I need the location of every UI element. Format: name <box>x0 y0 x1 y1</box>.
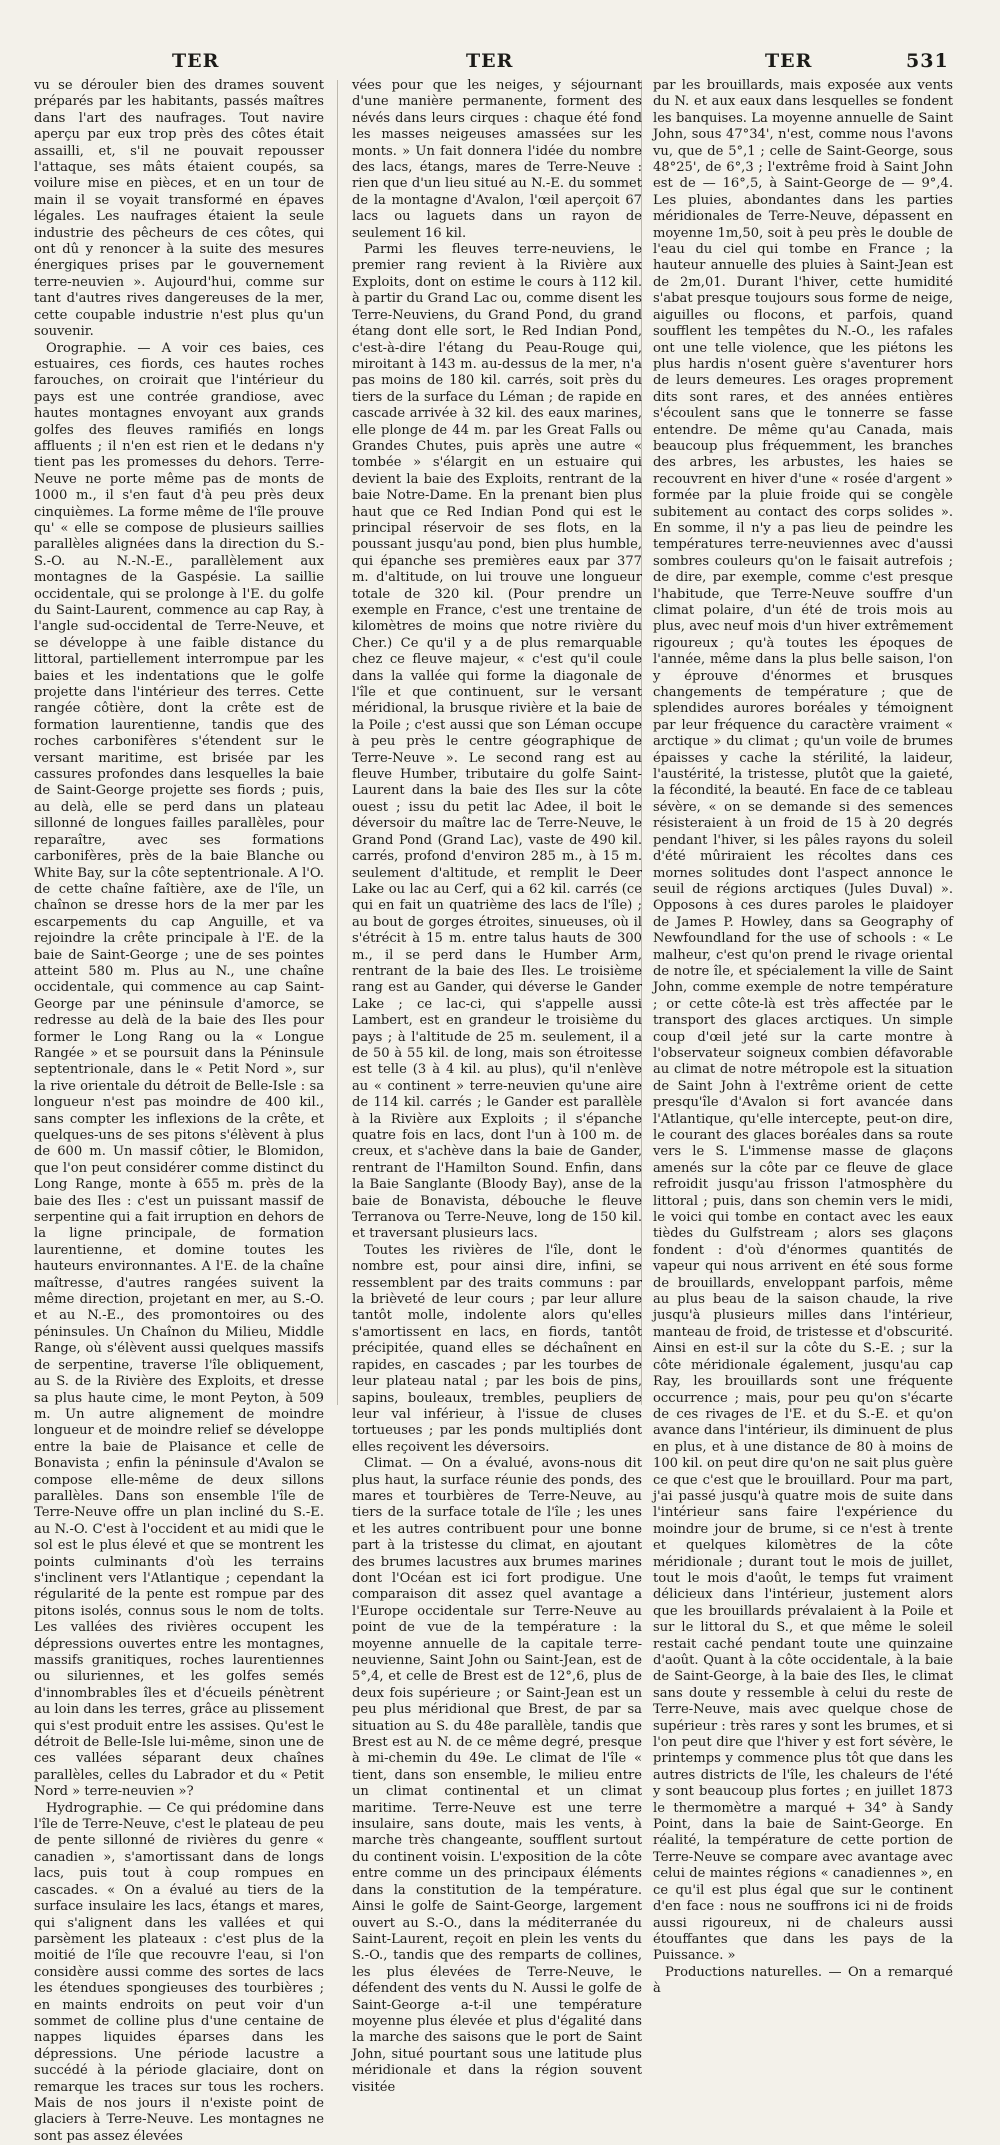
text-column-middle <box>352 78 642 2095</box>
paragraph: par les brouillards, mais exposée aux vents du N. et aux eaux dans lesquelles se fondent les banquises. La moyenne annuelle de Saint John, sous 47°34', n'est, comme nous l'avons vu, que de 5°,1 ; celle de Saint-George, sous 48°25', de 6°,3 ; l'extrême froid à Saint John est de — 16°,5, à Saint-George de — 9°,4. Les pluies, abondantes dans les parties méridionales de Terre-Neuve, dépassent en moyenne 1m,50, soit à peu près le double de l'eau du ciel qui tombe en France ; la hauteur annuelle des pluies à Saint-Jean est de 2m,01. Durant l'hiver, cette humidité s'abat presque toujours sous forme de neige, aiguilles ou flocons, et parfois, quand soufflent les tempêtes du N.-O., les rafales ont une telle violence, que les piétons les plus hardis n'osent guère s'aventurer hors de leurs demeures. Les orages proprement dits sont rares, et des années entières s'écoulent sans que le tonnerre se fasse entendre. De même qu'au Canada, mais beaucoup plus fréquemment, les branches des arbres, les arbustes, les haies se recouvrent en hiver d'une « rosée d'argent » formée par la pluie froide qui se congèle subitement au contact des corps solides ». En somme, il n'y a pas lieu de peindre les températures terre-neuviennes avec d'aussi sombres couleurs qu'on le faisait autrefois ; de dire, par exemple, comme c'est presque l'habitude, que Terre-Neuve souffre d'un climat polaire, d'un été de trois mois au plus, avec neuf mois d'un hiver extrêmement rigoureux ; qu'à toutes les époques de l'année, même dans la plus belle saison, l'on y éprouve d'énormes et brusques changements de température ; que de splendides aurores boréales y témoignent par leur fréquence du caractère vraiment « arctique » du climat ; qu'un voile de brumes épaisses y cache la stérilité, la laideur, l'austérité, la tristesse, plutôt que la gaieté, la fécondité, la beauté. En face de ce tableau sévère, « on se demande si des semences résisteraient à un froid de 15 à 20 degrés pendant l'hiver, si les pâles rayons du soleil d'été mûriraient les récoltes dans ces mornes solitudes dont l'aspect annonce le seuil de régions arctiques (Jules Duval) ». Opposons à ces dures paroles le plaidoyer de James P. Howley, dans sa Geography of Newfoundland for the use of schools : « Le malheur, c'est qu'on prend le rivage oriental de notre île, et spécialement la ville de Saint John, comme exemple de notre température ; or cette côte-là est très affectée par le transport des glaces arctiques. Un simple coup d'œil jeté sur la carte montre à l'observateur soigneux combien défavorable au climat de notre métropole est la situation de Saint John à l'extrême orient de cette presqu'île d'Avalon si fort avancée dans l'Atlantique, qu'elle intercepte, peut-on dire, le courant des glaces boréales dans sa route vers le S. L'immense masse de glaçons amenés sur la côte par ce fleuve de glace refroidit jusqu'au frisson l'atmosphère du littoral ; puis, dans son chemin vers le midi, le voici qui tombe en contact avec les eaux tièdes du Gulfstream ; alors ses glaçons fondent : d'où d'énormes quantités de vapeur qui nous arrivent en été sous forme de brouillards, enveloppant parfois, même au plus beau de la saison chaude, la rive jusqu'à plusieurs milles dans l'intérieur, manteau de froid, de tristesse et d'obscurité. Ainsi en est-il sur la côte du S.-E. ; sur la côte méridionale également, jusqu'au cap Ray, les brouillards sont une fréquente occurrence ; mais, pour peu qu'on s'écarte de ces rivages de l'E. et du S.-E. et qu'on avance dans l'intérieur, ils diminuent de plus en plus, et à une distance de 80 à moins de 100 kil. on peut dire qu'on ne sait plus guère ce que c'est que le brouillard. Pour ma part, j'ai passé jusqu'à quatre mois de suite dans l'intérieur sans faire l'expérience du moindre jour de brume, si ce n'est à trente et quelques kilomètres de la côte méridionale ; durant tout le mois de juillet, tout le mois d'août, le temps fut vraiment délicieux dans l'intérieur, justement alors que les brouillards prévalaient à la Poile et sur le littoral du S., et que même le soleil restait caché pendant toute une quinzaine d'août. Quant à la côte occidentale, à la baie de Saint-George, à la baie des Iles, le climat sans doute y ressemble à celui du reste de Terre-Neuve, mais avec quelque chose de supérieur : très rares y sont les brumes, et si l'on peut dire que l'hiver y est fort sévère, le printemps y commence plus tôt que dans les autres districts de l'île, les chaleurs de l'été y sont beaucoup plus fortes ; en juillet 1873 le thermomètre a marqué + 34° à Sandy Point, dans la baie de Saint-George. En réalité, la température de cette portion de Terre-Neuve se compare avec avantage avec celui de maintes régions « canadiennes », en ce qu'il est plus égal que sur le continent d'en face : nous ne souffrons ici ni de froids aussi rigoureux, ni de chaleurs aussi étouffantes que dans les pays de la Puissance. » <box>653 78 953 1964</box>
running-head-left: TER <box>172 50 220 72</box>
running-head-center: TER <box>466 50 514 72</box>
paragraph: vées pour que les neiges, y séjournant d'une manière permanente, forment des névés dans leurs cirques : chaque été fond les masses neigeuses amassées sur les monts. » Un fait donnera l'idée du nombre des lacs, étangs, mares de Terre-Neuve : rien que d'un lieu situé au N.-E. du sommet de la montagne d'Avalon, l'œil aperçoit 67 lacs ou laguets dans un rayon de seulement 16 kil. <box>352 78 642 241</box>
column-divider <box>337 80 338 1405</box>
text-column-right <box>653 78 953 1997</box>
page-number: 531 <box>906 50 949 72</box>
running-head-right: TER <box>765 50 813 72</box>
paragraph-fleuves: Parmi les fleuves terre-neuviens, le premier rang revient à la Rivière aux Exploits, dont on estime le cours à 112 kil. à partir du Grand Lac ou, comme disent les Terre-Neuviens, du Grand Pond, du grand étang dont elle sort, le Red Indian Pond, c'est-à-dire l'étang du Peau-Rouge qui, miroitant à 143 m. au-dessus de la mer, n'a pas moins de 180 kil. carrés, soit près du tiers de la surface du Léman ; de rapide en cascade arrivée à 32 kil. des eaux marines, elle plonge de 44 m. par les Great Falls ou Grandes Chutes, puis après une autre « tombée » s'élargit en un estuaire qui devient la baie des Exploits, rentrant de la baie Notre-Dame. En la prenant bien plus haut que ce Red Indian Pond qui est le principal réservoir de ses flots, en la poussant jusqu'au pond, bien plus humble, qui épanche ses premières eaux par 377 m. d'altitude, on lui trouve une longueur totale de 320 kil. (Pour prendre un exemple en France, c'est une trentaine de kilomètres de moins que notre rivière du Cher.) Ce qu'il y a de plus remarquable chez ce fleuve majeur, « c'est qu'il coule dans la vallée qui forme la diagonale de l'île et que continuent, sur le versant méridional, la brusque rivière et la baie de la Poile ; c'est aussi que son Léman occupe à peu près le centre géographique de Terre-Neuve ». Le second rang est au fleuve Humber, tributaire du golfe Saint-Laurent dans la baie des Iles sur la côte ouest ; issu du petit lac Adee, il boit le déversoir du maître lac de Terre-Neuve, le Grand Pond (Grand Lac), vaste de 490 kil. carrés, profond d'environ 285 m., à 15 m. seulement d'altitude, et remplit le Deer Lake ou lac au Cerf, qui a 62 kil. carrés (ce qui en fait un quatrième des lacs de l'île) ; au bout de gorges étroites, sinueuses, où il s'étrécit à 15 m. entre talus hauts de 300 m., il se perd dans le Humber Arm, rentrant de la baie des Iles. Le troisième rang est au Gander, qui déverse le Gander Lake ; ce lac-ci, qui s'appelle aussi Lambert, est en grandeur le troisième du pays ; à l'altitude de 25 m. seulement, il a de 50 à 55 kil. de long, mais son étroitesse est telle (3 à 4 kil. au plus), qu'il n'enlève au « continent » terre-neuvien qu'une aire de 114 kil. carrés ; le Gander est parallèle à la Rivière aux Exploits ; il s'épanche quatre fois en lacs, dont l'un à 100 m. de creux, et s'achève dans la baie de Gander, rentrant de l'Hamilton Sound. Enfin, dans la Baie Sanglante (Bloody Bay), anse de la baie de Bonavista, débouche le fleuve Terranova ou Terre-Neuve, long de 150 kil. et traversant plusieurs lacs. <box>352 242 642 1242</box>
paragraph-orographie: Orographie. — A voir ces baies, ces estuaires, ces fiords, ces hautes roches farouches, on croirait que l'intérieur du pays est une contrée grandiose, avec hautes montagnes envoyant aux grands golfes des fleuves ramifiés en longs affluents ; il n'en est rien et le dedans n'y tient pas les promesses du dehors. Terre-Neuve ne porte même pas de monts de 1000 m., il s'en faut d'à peu près deux cinquièmes. La forme même de l'île prouve qu' « elle se compose de plusieurs saillies parallèles alignées dans la direction du S.-S.-O. au N.-N.-E., parallèlement aux montagnes de la Gaspésie. La saillie occidentale, qui se prolonge à l'E. du golfe du Saint-Laurent, commence au cap Ray, à l'angle sud-occidental de Terre-Neuve, et se développe à une faible distance du littoral, partiellement interrompue par les baies et les indentations que le golfe projette dans l'intérieur des terres. Cette rangée côtière, dont la crête est de formation laurentienne, tandis que des roches carbonifères s'étendent sur le versant maritime, est brisée par les cassures profondes dans lesquelles la baie de Saint-George projette ses fiords ; puis, au delà, elle se perd dans un plateau sillonné de longues failles parallèles, pour reparaître, avec ses formations carbonifères, près de la baie Blanche ou White Bay, sur la côte septentrionale. A l'O. de cette chaîne faîtière, axe de l'île, un chaînon se dresse hors de la mer par les escarpements du cap Anguille, et va rejoindre la crête principale à l'E. de la baie de Saint-George ; une de ses pointes atteint 580 m. Plus au N., une chaîne occidentale, qui commence au cap Saint-George par une péninsule d'amorce, se redresse au delà de la baie des Iles pour former le Long Rang ou la « Longue Rangée » et se poursuit dans la Péninsule septentrionale, dans le « Petit Nord », sur la rive orientale du détroit de Belle-Isle : sa longueur n'est pas moindre de 400 kil., sans compter les inflexions de la crête, et quelques-uns de ses pitons s'élèvent à plus de 600 m. Un massif côtier, le Blomidon, que l'on peut considérer comme distinct du Long Range, monte à 655 m. près de la baie des Iles : c'est un puissant massif de serpentine qui a fait irruption en dehors de la ligne principale, de formation laurentienne, et domine toutes les hauteurs environnantes. A l'E. de la chaîne maîtresse, d'autres rangées suivent la même direction, projetant en mer, au S.-O. et au N.-E., des promontoires ou des péninsules. Un Chaînon du Milieu, Middle Range, où s'élèvent aussi quelques massifs de serpentine, traverse l'île obliquement, au S. de la Rivière des Exploits, et dresse sa plus haute cime, le mont Peyton, à 509 m. Un autre alignement de moindre longueur et de moindre relief se développe entre la baie de Plaisance et celle de Bonavista ; enfin la péninsule d'Avalon se compose elle-même de deux sillons parallèles. Dans son ensemble l'île de Terre-Neuve offre un plan incliné du S.-E. au N.-O. C'est à l'occident et au midi que le sol est le plus élevé et que se montrent les points culminants d'où les terrains s'inclinent vers l'Atlantique ; cependant la régularité de la pente est rompue par des pitons isolés, connus sous le nom de tolts. Les vallées des rivières occupent les dépressions ouvertes entre les montagnes, massifs granitiques, roches laurentiennes ou siluriennes, et les golfes semés d'innombrables îles et d'écueils pénètrent au loin dans les terres, grâce au plissement qui s'est produit entre les assises. Qu'est le détroit de Belle-Isle lui-même, sinon une de ces vallées séparant deux chaînes parallèles, celles du Labrador et du « Petit Nord » terre-neuvien »? <box>34 340 324 1800</box>
text-column-left <box>34 78 324 2144</box>
paragraph-productions: Productions naturelles. — On a remarqué à <box>653 1964 953 1997</box>
paragraph-climat: Climat. — On a évalué, avons-nous dit plus haut, la surface réunie des ponds, des mares et tourbières de Terre-Neuve, au tiers de la surface totale de l'île ; les unes et les autres contribuent pour une bonne part à la tristesse du climat, en ajoutant des brumes lacustres aux brumes marines dont l'Océan est ici fort prodigue. Une comparaison dit assez quel avantage a l'Europe occidentale sur Terre-Neuve au point de vue de la température : la moyenne annuelle de la capitale terre-neuvienne, Saint John ou Saint-Jean, est de 5°,4, et celle de Brest est de 12°,6, plus de deux fois supérieure ; or Saint-Jean est un peu plus méridional que Brest, de par sa situation au S. du 48e parallèle, tandis que Brest est au N. de ce même degré, presque à mi-chemin du 49e. Le climat de l'île « tient, dans son ensemble, le milieu entre un climat continental et un climat maritime. Terre-Neuve est une terre insulaire, sans doute, mais les vents, à marche très changeante, soufflent surtout du continent voisin. L'exposition de la côte entre comme un des principaux éléments dans la constitution de la température. Ainsi le golfe de Saint-George, largement ouvert au S.-O., dans la méditerranée du Saint-Laurent, reçoit en plein les vents du S.-O., tandis que des remparts de collines, les plus élevées de Terre-Neuve, le défendent des vents du N. Aussi le golfe de Saint-George a-t-il une température moyenne plus élevée et plus d'égalité dans la marche des saisons que le port de Saint John, situé pourtant sous une latitude plus méridionale et dans la région souvent visitée <box>352 1456 642 2095</box>
paragraph-rivieres: Toutes les rivières de l'île, dont le nombre est, pour ainsi dire, infini, se ressemblent par des traits communs : par la brièveté de leur cours ; par leur allure tantôt molle, indolente alors qu'elles s'amortissent en lacs, en fiords, tantôt précipitée, quand elles se déchaînent en rapides, en cascades ; par les tourbes de leur plateau natal ; par les bois de pins, sapins, bouleaux, trembles, peupliers de leur val inférieur, à l'issue de cluses tortueuses ; par les ponds multipliés dont elles reçoivent les déversoirs. <box>352 1242 642 1455</box>
paragraph: vu se dérouler bien des drames souvent préparés par les habitants, passés maîtres dans l'art des naufrages. Tout navire aperçu par eux trop près des côtes était assailli, et, s'il ne pouvait repousser l'attaque, ses mâts étaient coupés, sa voilure mise en pièces, et en un tour de main il se voyait transformé en épaves légales. Les naufrages étaient la seule industrie des pêcheurs de ces côtes, qui ont dû y renoncer à la suite des mesures énergiques prises par le gouvernement terre-neuvien ». Aujourd'hui, comme sur tant d'autres rives dangereuses de la mer, cette coupable industrie n'est plus qu'un souvenir. <box>34 78 324 340</box>
paragraph-hydrographie: Hydrographie. — Ce qui prédomine dans l'île de Terre-Neuve, c'est le plateau de peu de pente sillonné de rivières du genre « canadien », s'amortissant dans de longs lacs, puis tout à coup rompues en cascades. « On a évalué au tiers de la surface insulaire les lacs, étangs et mares, qui s'alignent dans les vallées et qui parsèment les plateaux : c'est plus de la moitié de l'île que recouvre l'eau, si l'on considère aussi comme des sortes de lacs les étendues spongieuses des tourbières ; en maints endroits on peut voir d'un sommet de colline plus d'une centaine de nappes liquides éparses dans les dépressions. Une période lacustre a succédé à la période glaciaire, dont on remarque les traces sur tous les rochers. Mais de nos jours il n'existe point de glaciers à Terre-Neuve. Les montagnes ne sont pas assez élevées <box>34 1800 324 2144</box>
